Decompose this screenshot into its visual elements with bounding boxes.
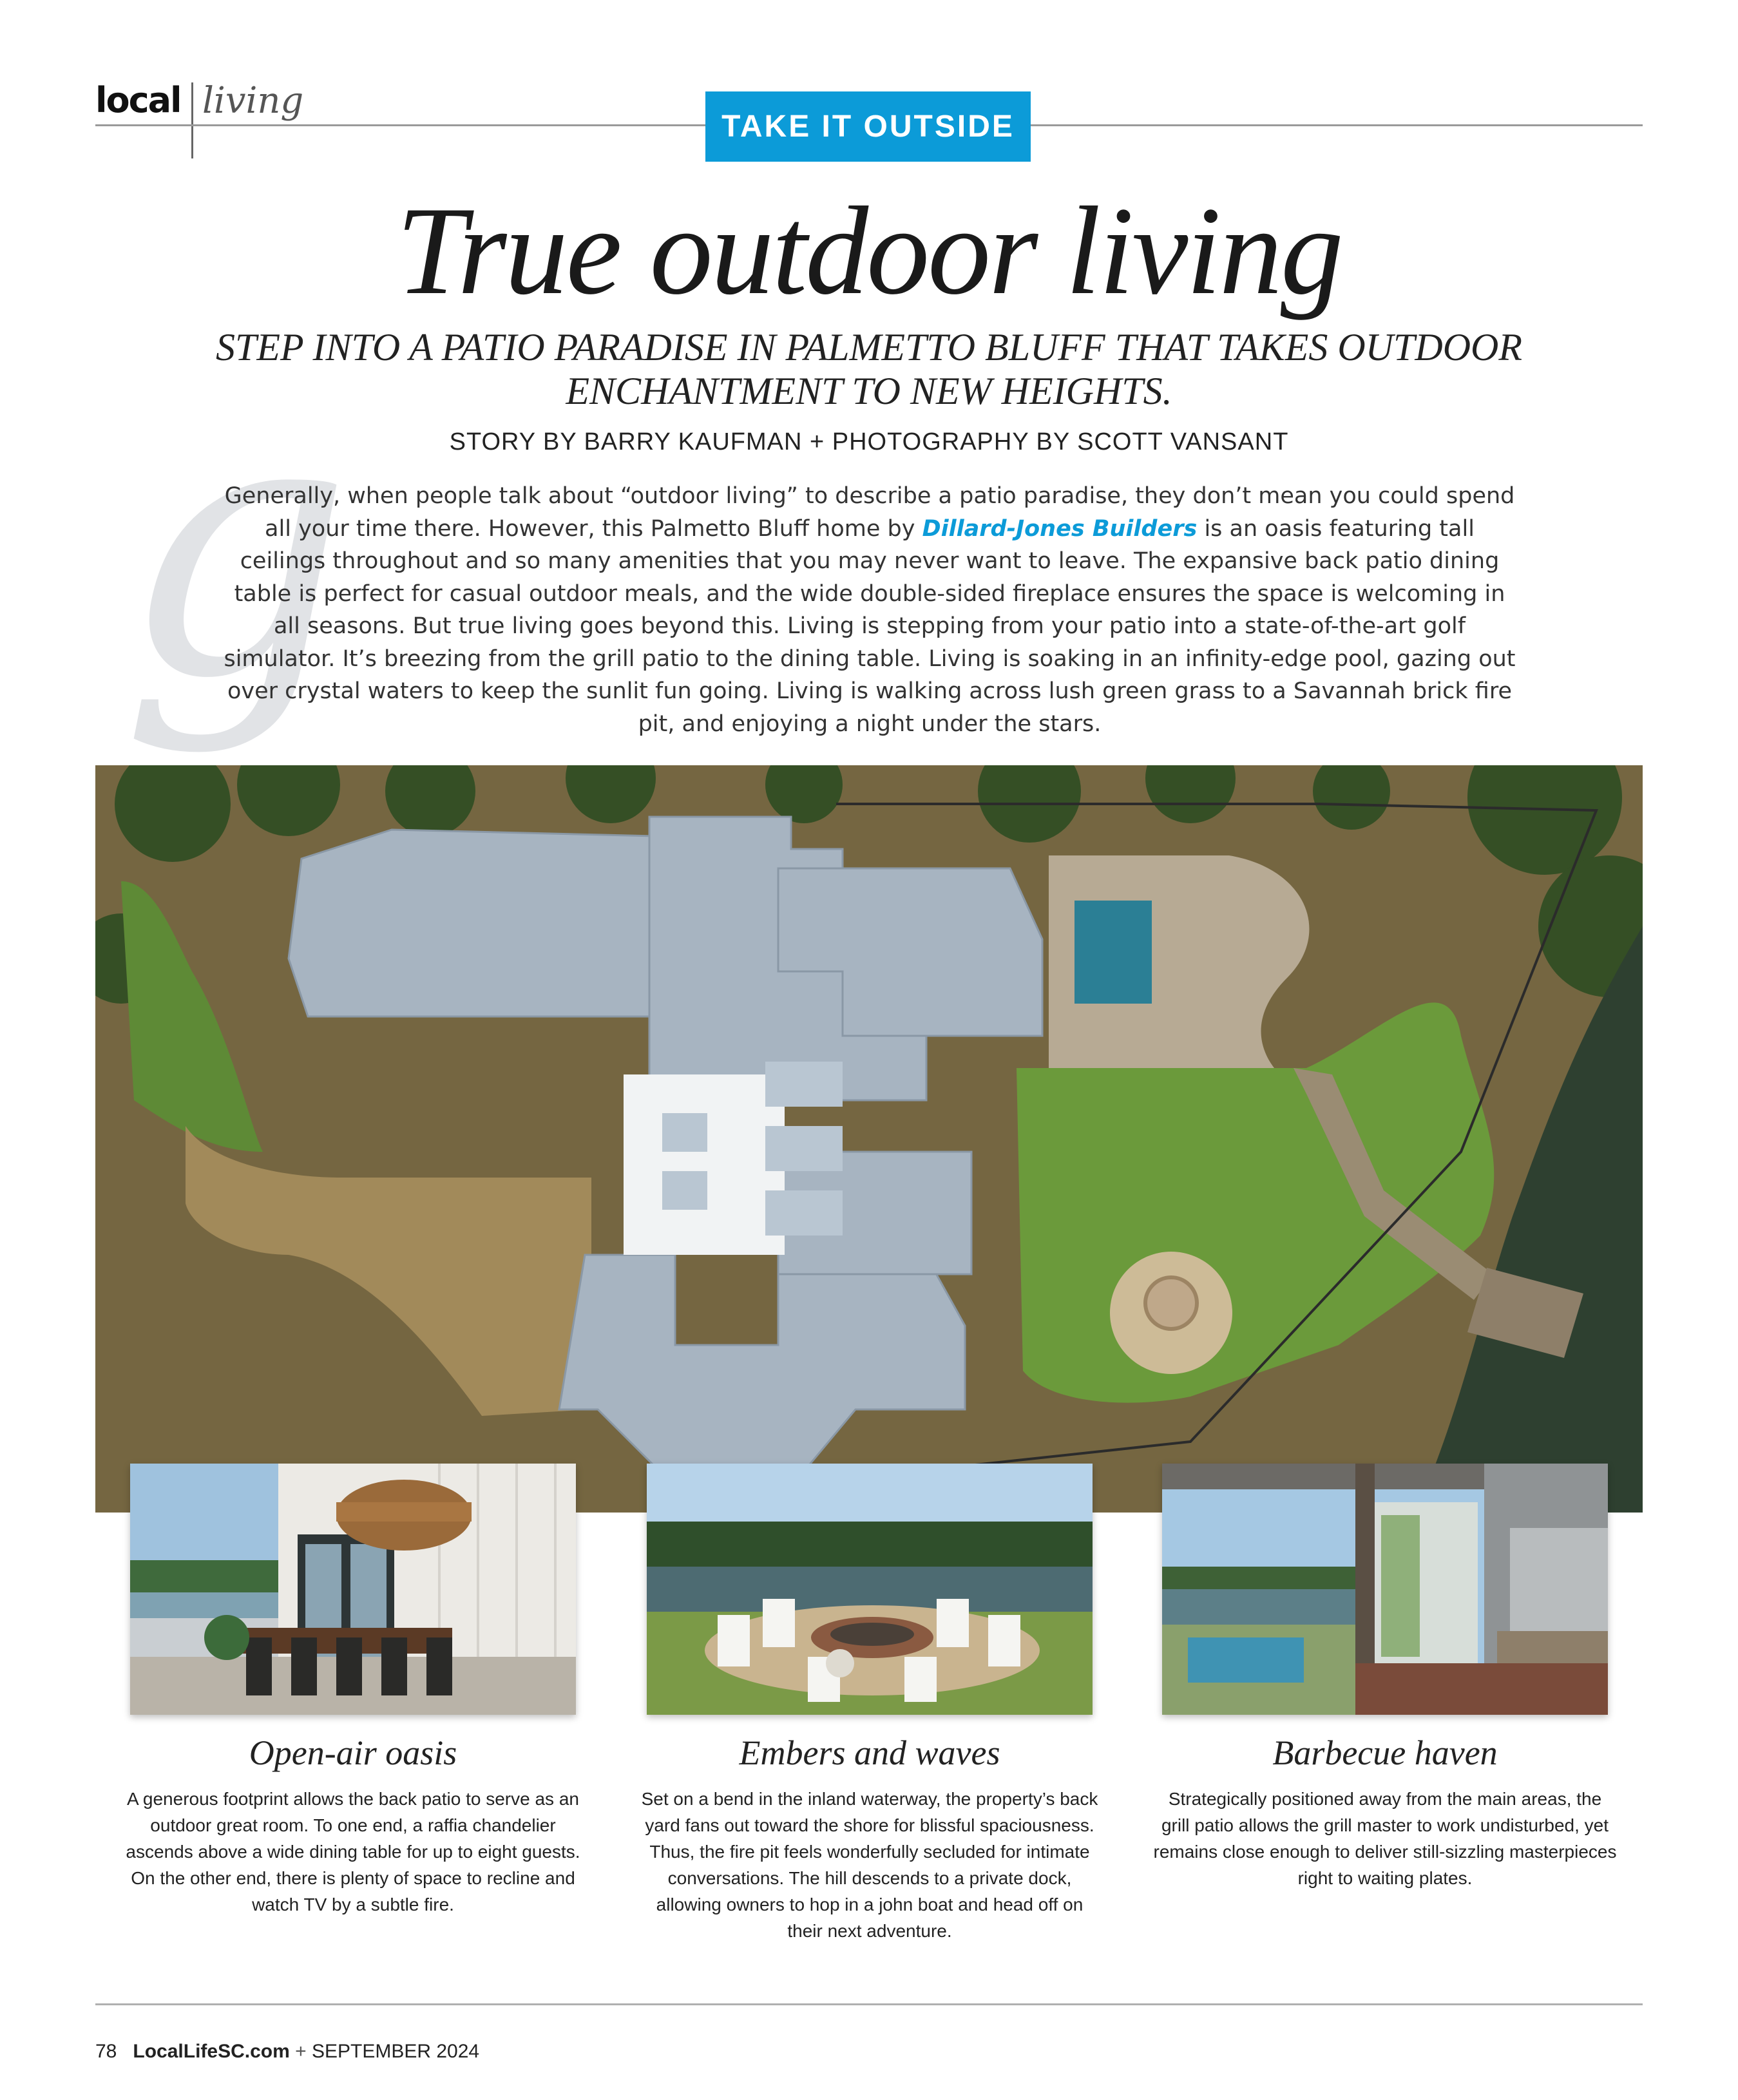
drop-cap: g [121, 338, 352, 758]
brand-logo-living: living [202, 80, 304, 122]
issue-date: SEPTEMBER 2024 [312, 2041, 480, 2062]
fire-pit-photo [647, 1464, 1093, 1715]
page-number: 78 [95, 2041, 117, 2062]
page-footer [95, 2041, 479, 2063]
feature-title-embers-and-waves: Embers and waves [739, 1733, 1000, 1772]
footer-separator: + [295, 2041, 307, 2062]
intro-text-end: is an oasis featuring tall ceilings throughout and so many amenities that you may never want to leave. The expansive back patio dining table is perfect for casual outdoor meals, and the wide double-sided fireplace ensures the space is welcoming in all seasons. But true living goes beyond this. Living is stepping from your patio into a state-of-the-art golf simulator. It’s breezing from the grill patio to the dining table. Living is soaking in an infinity-edge pool, gazing out over crystal waters to keep the sunlit fun going. Living is walking across lush green grass to a Savannah brick fire pit, and enjoying a night under the stars. [224, 515, 1516, 737]
feature-body-embers-and-waves: Set on a bend in the inland waterway, the property’s back yard fans out toward the shore for blissful spaciousness. Thus, the fire pit feels wonderfully secluded for intimate conversations. The hill descends to a private dock, allowing owners to hop in a john boat and head off on their next adventure. [641, 1789, 1098, 1941]
feature-title-barbecue-haven: Barbecue haven [1272, 1733, 1498, 1772]
brand-divider [191, 82, 193, 158]
aerial-photo [95, 765, 1643, 1513]
footer-rule [95, 2003, 1643, 2005]
builder-link[interactable]: Dillard-Jones Builders [922, 515, 1198, 542]
article-deck: STEP INTO A PATIO PARADISE IN PALMETTO BLUFF THAT TAKES OUTDOOR ENCHANTMENT TO NEW HEIGHTS. [215, 326, 1523, 412]
dining-patio-photo [130, 1464, 576, 1715]
intro-text-start: Generally, when people talk about “outdoor living” to describe a patio paradise, they don’t mean you could spend all your time there. However, this Palmetto Bluff home by [224, 483, 1515, 542]
feature-body-barbecue-haven: Strategically positioned away from the main areas, the grill patio allows the grill master to work undisturbed, yet remains close enough to deliver still-sizzling masterpieces right to waiting plates. [1153, 1789, 1617, 1888]
article-headline: True outdoor living [396, 181, 1342, 321]
footer-site-link[interactable]: LocalLifeSC.com [133, 2041, 290, 2062]
section-tag: TAKE IT OUTSIDE [705, 91, 1031, 162]
feature-body-open-air-oasis: A generous footprint allows the back patio to serve as an outdoor great room. To one end, a raffia chandelier ascends above a wide dining table for up to eight guests. On the other end, there is plenty of space to recline and watch TV by a subtle fire. [126, 1789, 580, 1914]
feature-title-open-air-oasis: Open-air oasis [249, 1733, 457, 1772]
intro-paragraph [222, 480, 1517, 740]
grill-patio-photo [1162, 1464, 1608, 1715]
article-byline: STORY BY BARRY KAUFMAN + PHOTOGRAPHY BY SCOTT VANSANT [449, 428, 1289, 455]
brand-logo-local: local [95, 80, 181, 120]
